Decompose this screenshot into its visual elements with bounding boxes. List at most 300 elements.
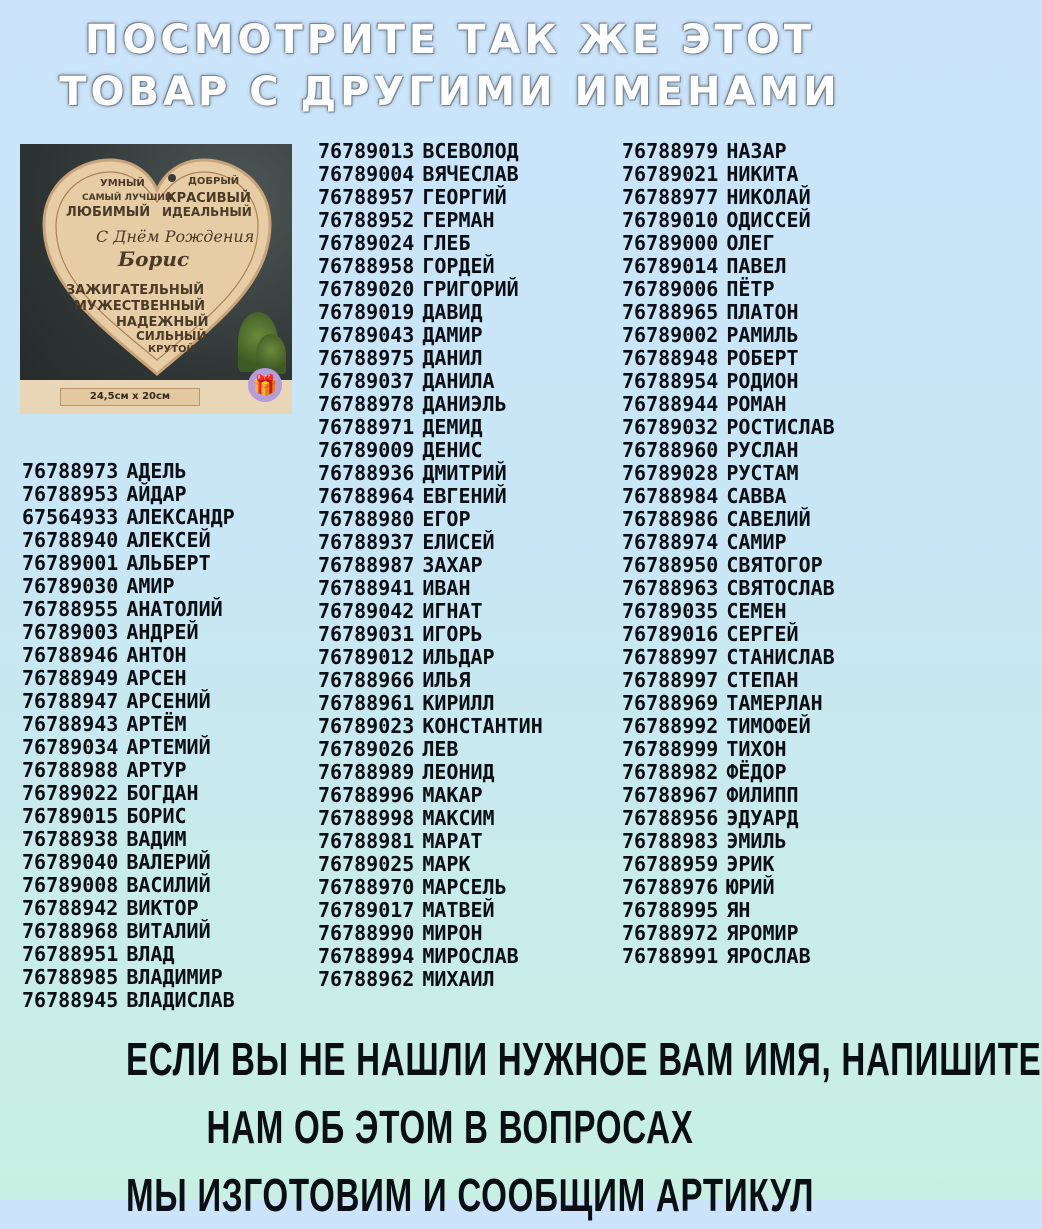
name-list-item[interactable] — [22, 920, 235, 943]
article-code: 76789031 — [318, 622, 415, 646]
first-name: ЛЕВ — [422, 737, 459, 761]
first-name: МАРСЕЛЬ — [422, 875, 507, 899]
article-code: 76789023 — [318, 714, 415, 738]
article-code: 76788964 — [318, 484, 415, 508]
name-list-item[interactable] — [318, 692, 543, 715]
article-code: 76789017 — [318, 898, 415, 922]
name-list-item[interactable] — [622, 255, 835, 278]
article-code: 76788965 — [622, 300, 719, 324]
name-list-item[interactable] — [622, 692, 835, 715]
first-name: МАТВЕЙ — [422, 898, 495, 922]
article-code: 76788944 — [622, 392, 719, 416]
name-list-item[interactable] — [622, 807, 835, 830]
first-name: ЯРОСЛАВ — [726, 944, 811, 968]
name-list-item[interactable] — [622, 600, 835, 623]
name-list-item[interactable] — [22, 943, 235, 966]
name-list-item[interactable] — [318, 278, 543, 301]
name-list-item[interactable] — [622, 209, 835, 232]
article-code: 76789001 — [22, 551, 119, 575]
first-name: КИРИЛЛ — [422, 691, 495, 715]
article-code: 76788972 — [622, 921, 719, 945]
article-code: 76788945 — [22, 988, 119, 1012]
first-name: МАКАР — [422, 783, 483, 807]
article-code: 76789040 — [22, 850, 119, 874]
article-code: 76788958 — [318, 254, 415, 278]
name-list-item[interactable] — [622, 738, 835, 761]
first-name: ГОРДЕЙ — [422, 254, 495, 278]
first-name: СТАНИСЛАВ — [726, 645, 835, 669]
first-name: ИЛЬДАР — [422, 645, 495, 669]
first-name: АРТЁМ — [126, 712, 187, 736]
name-list-item[interactable] — [318, 209, 543, 232]
first-name: СЕРГЕЙ — [726, 622, 799, 646]
first-name: АНАТОЛИЙ — [126, 597, 223, 621]
name-list-item[interactable] — [318, 531, 543, 554]
article-code: 76788996 — [318, 783, 415, 807]
name-list-item[interactable] — [622, 715, 835, 738]
article-code: 76788986 — [622, 507, 719, 531]
name-text: Борис — [118, 247, 190, 271]
first-name: ДАВИД — [422, 300, 483, 324]
name-list-item[interactable] — [318, 807, 543, 830]
name-list-item[interactable] — [622, 232, 835, 255]
article-code: 76789026 — [318, 737, 415, 761]
first-name: ДАНИЭЛЬ — [422, 392, 507, 416]
heart-word: СИЛЬНЫЙ — [136, 329, 207, 343]
article-code: 76789042 — [318, 599, 415, 623]
first-name: ДЕНИС — [422, 438, 483, 462]
footer-line-1: ЕСЛИ ВЫ НЕ НАШЛИ НУЖНОЕ ВАМ ИМЯ, НАПИШИТЕ — [126, 1033, 1042, 1085]
product-photo[interactable] — [20, 144, 292, 414]
first-name: МИХАИЛ — [422, 967, 495, 991]
first-name: ГЛЕБ — [422, 231, 471, 255]
name-list-item[interactable] — [318, 232, 543, 255]
first-name: ОЛЕГ — [726, 231, 775, 255]
article-code: 76788952 — [318, 208, 415, 232]
name-list-item[interactable] — [22, 460, 235, 483]
names-column-2 — [318, 140, 543, 991]
footer-line-2: НАМ ОБ ЭТОМ В ВОПРОСАХ — [206, 1101, 694, 1153]
first-name: РОДИОН — [726, 369, 799, 393]
first-name: АРСЕНИЙ — [126, 689, 211, 713]
name-list-item[interactable] — [622, 945, 835, 968]
name-list-item[interactable] — [318, 485, 543, 508]
heart-plaque — [38, 154, 276, 378]
article-code: 76788937 — [318, 530, 415, 554]
article-code: 76788938 — [22, 827, 119, 851]
article-code: 76788963 — [622, 576, 719, 600]
first-name: ВЛАДИМИР — [126, 965, 223, 989]
name-list-item[interactable] — [318, 462, 543, 485]
first-name: ГЕРМАН — [422, 208, 495, 232]
article-code: 76788943 — [22, 712, 119, 736]
article-code: 76788957 — [318, 185, 415, 209]
article-code: 76788959 — [622, 852, 719, 876]
name-list-item[interactable] — [318, 830, 543, 853]
article-code: 76789028 — [622, 461, 719, 485]
first-name: ВЛАД — [126, 942, 175, 966]
article-code: 76789003 — [22, 620, 119, 644]
first-name: АРТЕМИЙ — [126, 735, 211, 759]
first-name: ПЁТР — [726, 277, 775, 301]
first-name: ВЯЧЕСЛАВ — [422, 162, 519, 186]
name-list-item[interactable] — [622, 623, 835, 646]
name-list-item[interactable] — [318, 853, 543, 876]
first-name: РОСТИСЛАВ — [726, 415, 835, 439]
first-name: АЙДАР — [126, 482, 187, 506]
article-code: 76788975 — [318, 346, 415, 370]
first-name: ДЕМИД — [422, 415, 483, 439]
name-list-item[interactable] — [22, 897, 235, 920]
article-code: 76789025 — [318, 852, 415, 876]
name-list-item[interactable] — [318, 163, 543, 186]
name-list-item[interactable] — [22, 851, 235, 874]
article-code: 76789000 — [622, 231, 719, 255]
first-name: ЭРИК — [726, 852, 775, 876]
promo-header — [0, 14, 900, 118]
first-name: РУСТАМ — [726, 461, 799, 485]
name-list-item[interactable] — [318, 554, 543, 577]
name-list-item[interactable] — [318, 600, 543, 623]
first-name: ВАДИМ — [126, 827, 187, 851]
name-list-item[interactable] — [318, 140, 543, 163]
name-list-item[interactable] — [22, 828, 235, 851]
first-name: ТАМЕРЛАН — [726, 691, 823, 715]
name-list-item[interactable] — [622, 278, 835, 301]
article-code: 76788977 — [622, 185, 719, 209]
article-code: 76789022 — [22, 781, 119, 805]
article-code: 76788974 — [622, 530, 719, 554]
article-code: 76788949 — [22, 666, 119, 690]
first-name: ВСЕВОЛОД — [422, 139, 519, 163]
first-name: АДЕЛЬ — [126, 459, 187, 483]
first-name: ЕЛИСЕЙ — [422, 530, 495, 554]
first-name: МАРАТ — [422, 829, 483, 853]
name-list-item[interactable] — [622, 439, 835, 462]
name-list-item[interactable] — [22, 874, 235, 897]
name-list-item[interactable] — [622, 784, 835, 807]
first-name: ДАМИР — [422, 323, 483, 347]
name-list-item[interactable] — [622, 899, 835, 922]
name-list-item[interactable] — [22, 598, 235, 621]
article-code: 76788940 — [22, 528, 119, 552]
name-list-item[interactable] — [22, 989, 235, 1012]
name-list-item[interactable] — [622, 669, 835, 692]
first-name: НИКИТА — [726, 162, 799, 186]
name-list-item[interactable] — [318, 761, 543, 784]
article-code: 76788995 — [622, 898, 719, 922]
name-list-item[interactable] — [622, 301, 835, 324]
name-list-item[interactable] — [622, 186, 835, 209]
article-code: 76788954 — [622, 369, 719, 393]
article-code: 76789006 — [622, 277, 719, 301]
first-name: ПАВЕЛ — [726, 254, 787, 278]
article-code: 76788984 — [622, 484, 719, 508]
first-name: ИГНАТ — [422, 599, 483, 623]
first-name: РОБЕРТ — [726, 346, 799, 370]
article-code: 76788985 — [22, 965, 119, 989]
first-name: АЛЕКСЕЙ — [126, 528, 211, 552]
article-code: 76789004 — [318, 162, 415, 186]
article-code: 76788941 — [318, 576, 415, 600]
name-list-item[interactable] — [622, 370, 835, 393]
article-code: 76789021 — [622, 162, 719, 186]
first-name: СТЕПАН — [726, 668, 799, 692]
article-code: 76788973 — [22, 459, 119, 483]
first-name: ГРИГОРИЙ — [422, 277, 519, 301]
name-list-item[interactable] — [318, 439, 543, 462]
first-name: СЕМЕН — [726, 599, 787, 623]
article-code: 76789034 — [22, 735, 119, 759]
first-name: ДАНИЛА — [422, 369, 495, 393]
name-list-item[interactable] — [22, 759, 235, 782]
first-name: ЭМИЛЬ — [726, 829, 787, 853]
first-name: НИКОЛАЙ — [726, 185, 811, 209]
heart-word: ИДЕАЛЬНЫЙ — [162, 205, 252, 219]
first-name: ПЛАТОН — [726, 300, 799, 324]
article-code: 76788967 — [622, 783, 719, 807]
names-column-3 — [622, 140, 835, 968]
article-code: 76789009 — [318, 438, 415, 462]
article-code: 76789002 — [622, 323, 719, 347]
name-list-item[interactable] — [318, 646, 543, 669]
article-code: 76789030 — [22, 574, 119, 598]
heart-word: КРАСИВЫЙ — [166, 191, 251, 206]
greeting-text: С Днём Рождения — [96, 227, 255, 246]
article-code: 76788997 — [622, 668, 719, 692]
first-name: ЗАХАР — [422, 553, 483, 577]
name-list-item[interactable] — [22, 552, 235, 575]
name-list-item[interactable] — [318, 669, 543, 692]
name-list-item[interactable] — [622, 554, 835, 577]
first-name: СВЯТОСЛАВ — [726, 576, 835, 600]
name-list-item[interactable] — [318, 255, 543, 278]
first-name: ДАНИЛ — [422, 346, 483, 370]
article-code: 76788990 — [318, 921, 415, 945]
article-code: 76789014 — [622, 254, 719, 278]
first-name: ОДИССЕЙ — [726, 208, 811, 232]
first-name: МАРК — [422, 852, 471, 876]
name-list-item[interactable] — [22, 713, 235, 736]
name-list-item[interactable] — [318, 968, 543, 991]
first-name: РУСЛАН — [726, 438, 799, 462]
name-list-item[interactable] — [318, 715, 543, 738]
first-name: ВИКТОР — [126, 896, 199, 920]
article-code: 76788971 — [318, 415, 415, 439]
first-name: БОГДАН — [126, 781, 199, 805]
first-name: АНТОН — [126, 643, 187, 667]
name-list-item[interactable] — [318, 347, 543, 370]
article-code: 76788979 — [622, 139, 719, 163]
size-label: 24,5см х 20см — [60, 388, 200, 406]
article-code: 76788998 — [318, 806, 415, 830]
name-list-item[interactable] — [318, 324, 543, 347]
name-list-item[interactable] — [318, 784, 543, 807]
name-list-item[interactable] — [318, 301, 543, 324]
first-name: ТИХОН — [726, 737, 787, 761]
first-name: ВАЛЕРИЙ — [126, 850, 211, 874]
name-list-item[interactable] — [622, 508, 835, 531]
name-list-item[interactable] — [318, 370, 543, 393]
first-name: ИВАН — [422, 576, 471, 600]
name-list-item[interactable] — [622, 761, 835, 784]
name-list-item[interactable] — [318, 186, 543, 209]
article-code: 76788999 — [622, 737, 719, 761]
heart-word: ЛЮБИМЫЙ — [66, 205, 151, 220]
name-list-item[interactable] — [22, 621, 235, 644]
article-code: 76789012 — [318, 645, 415, 669]
name-list-item[interactable] — [622, 876, 835, 899]
header-line-2: ТОВАР С ДРУГИМИ ИМЕНАМИ — [59, 69, 841, 115]
first-name: САВВА — [726, 484, 787, 508]
article-code: 76788992 — [622, 714, 719, 738]
first-name: АНДРЕЙ — [126, 620, 199, 644]
article-code: 76788978 — [318, 392, 415, 416]
article-code: 76788982 — [622, 760, 719, 784]
name-list-item[interactable] — [622, 462, 835, 485]
name-list-item[interactable] — [318, 899, 543, 922]
name-list-item[interactable] — [622, 393, 835, 416]
name-list-item[interactable] — [622, 347, 835, 370]
first-name: АРСЕН — [126, 666, 187, 690]
article-code: 76788956 — [622, 806, 719, 830]
first-name: ИЛЬЯ — [422, 668, 471, 692]
article-code: 76789032 — [622, 415, 719, 439]
first-name: АМИР — [126, 574, 175, 598]
article-code: 76788989 — [318, 760, 415, 784]
name-list-item[interactable] — [622, 531, 835, 554]
name-list-item[interactable] — [22, 966, 235, 989]
name-list-item[interactable] — [22, 667, 235, 690]
name-list-item[interactable] — [318, 508, 543, 531]
heart-word: МУЖЕСТВЕННЫЙ — [74, 299, 206, 314]
article-code: 76788953 — [22, 482, 119, 506]
name-list-item[interactable] — [22, 483, 235, 506]
article-code: 76789020 — [318, 277, 415, 301]
article-code: 76788961 — [318, 691, 415, 715]
article-code: 76789043 — [318, 323, 415, 347]
first-name: ДМИТРИЙ — [422, 461, 507, 485]
heart-word: НАДЕЖНЫЙ — [116, 315, 209, 330]
article-code: 76789008 — [22, 873, 119, 897]
heart-word: САМЫЙ ЛУЧШИЙ — [82, 193, 173, 203]
article-code: 76789037 — [318, 369, 415, 393]
first-name: САВЕЛИЙ — [726, 507, 811, 531]
first-name: ЯН — [726, 898, 751, 922]
first-name: САМИР — [726, 530, 787, 554]
first-name: АЛЕКСАНДР — [126, 505, 235, 529]
first-name: АЛЬБЕРТ — [126, 551, 211, 575]
name-list-item[interactable] — [318, 416, 543, 439]
first-name: ЮРИЙ — [726, 875, 775, 899]
name-list-item[interactable] — [22, 529, 235, 552]
name-list-item[interactable] — [22, 644, 235, 667]
first-name: ЕГОР — [422, 507, 471, 531]
article-code: 76788994 — [318, 944, 415, 968]
name-list-item[interactable] — [622, 577, 835, 600]
article-code: 67564933 — [22, 505, 119, 529]
name-list-item[interactable] — [22, 690, 235, 713]
first-name: МАКСИМ — [422, 806, 495, 830]
article-code: 76788968 — [22, 919, 119, 943]
article-code: 76788955 — [22, 597, 119, 621]
article-code: 76788997 — [622, 645, 719, 669]
name-list-item[interactable] — [622, 140, 835, 163]
name-list-item[interactable] — [622, 922, 835, 945]
heart-word: УМНЫЙ — [100, 178, 145, 189]
first-name: ГЕОРГИЙ — [422, 185, 507, 209]
article-code: 76788983 — [622, 829, 719, 853]
name-list-item[interactable] — [622, 485, 835, 508]
first-name: ЛЕОНИД — [422, 760, 495, 784]
name-list-item[interactable] — [22, 805, 235, 828]
first-name: ВЛАДИСЛАВ — [126, 988, 235, 1012]
article-code: 76788947 — [22, 689, 119, 713]
name-list-item[interactable] — [318, 623, 543, 646]
name-list-item[interactable] — [22, 506, 235, 529]
article-code: 76789019 — [318, 300, 415, 324]
article-code: 76788962 — [318, 967, 415, 991]
article-code: 76788976 — [622, 875, 719, 899]
first-name: МИРОСЛАВ — [422, 944, 519, 968]
name-list-item[interactable] — [622, 830, 835, 853]
first-name: ВАСИЛИЙ — [126, 873, 211, 897]
article-code: 76789035 — [622, 599, 719, 623]
name-list-item[interactable] — [318, 393, 543, 416]
name-list-item[interactable] — [622, 163, 835, 186]
article-code: 76788951 — [22, 942, 119, 966]
name-list-item[interactable] — [22, 575, 235, 598]
header-line-1: ПОСМОТРИТЕ ТАК ЖЕ ЭТОТ — [84, 17, 816, 63]
heart-word: КРУТОЙ — [148, 344, 195, 355]
name-list-item[interactable] — [318, 738, 543, 761]
article-code: 76788987 — [318, 553, 415, 577]
article-code: 76788948 — [622, 346, 719, 370]
name-list-item[interactable] — [318, 577, 543, 600]
article-code: 76788936 — [318, 461, 415, 485]
first-name: ИГОРЬ — [422, 622, 483, 646]
article-code: 76788946 — [22, 643, 119, 667]
name-list-item[interactable] — [622, 416, 835, 439]
first-name: НАЗАР — [726, 139, 787, 163]
article-code: 76788960 — [622, 438, 719, 462]
gift-icon: 🎁 — [248, 368, 282, 402]
name-list-item[interactable] — [622, 646, 835, 669]
name-list-item[interactable] — [318, 922, 543, 945]
article-code: 76789013 — [318, 139, 415, 163]
name-list-item[interactable] — [622, 853, 835, 876]
first-name: ЭДУАРД — [726, 806, 799, 830]
article-code: 76788980 — [318, 507, 415, 531]
name-list-item[interactable] — [22, 736, 235, 759]
name-list-item[interactable] — [318, 876, 543, 899]
first-name: РАМИЛЬ — [726, 323, 799, 347]
article-code: 76789010 — [622, 208, 719, 232]
first-name: ФИЛИПП — [726, 783, 799, 807]
footer-notice — [0, 1025, 1042, 1229]
heart-word: ДОБРЫЙ — [188, 176, 240, 187]
first-name: ТИМОФЕЙ — [726, 714, 811, 738]
name-list-item[interactable] — [22, 782, 235, 805]
name-list-item[interactable] — [622, 324, 835, 347]
first-name: ФЁДОР — [726, 760, 787, 784]
first-name: РОМАН — [726, 392, 787, 416]
article-code: 76788988 — [22, 758, 119, 782]
article-code: 76788950 — [622, 553, 719, 577]
article-code: 76788942 — [22, 896, 119, 920]
article-code: 76788969 — [622, 691, 719, 715]
name-list-item[interactable] — [318, 945, 543, 968]
